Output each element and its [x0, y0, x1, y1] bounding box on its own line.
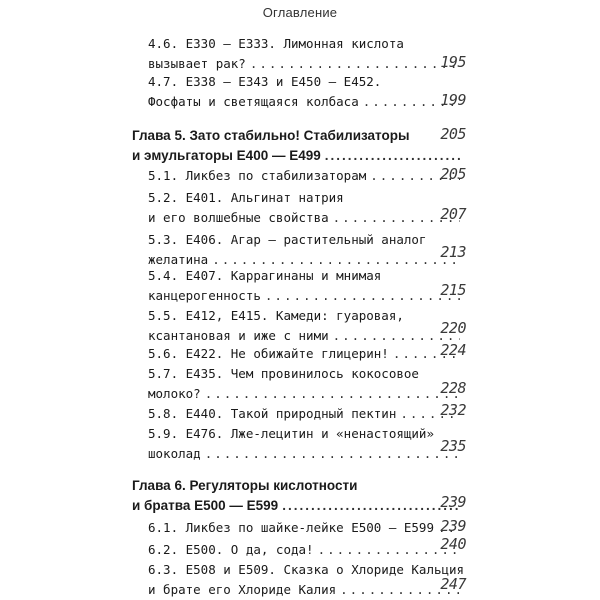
toc-entry-text: 6.2. E500. О да, сода!	[148, 542, 314, 557]
toc-page-number: 228	[440, 379, 466, 397]
dot-leader	[318, 540, 460, 560]
toc-entry-text: молоко?	[148, 386, 201, 401]
toc-page-number: 232	[440, 401, 466, 419]
toc-entry-5-3[interactable]	[148, 230, 466, 270]
toc-entry-5-5[interactable]	[148, 306, 466, 346]
toc-entry-6-1[interactable]	[148, 518, 466, 538]
toc-entry-5-7[interactable]	[148, 364, 466, 404]
toc-entry-text: 5.1. Ликбез по стабилизаторам	[148, 168, 367, 183]
toc-page-number: 213	[440, 243, 466, 261]
toc-entry-text: 5.5. E412, E415. Камеди: гуаровая,	[148, 308, 404, 323]
toc-entry-6-3[interactable]	[148, 560, 466, 600]
toc-page-number: 220	[440, 319, 466, 337]
toc-entry-text: Фосфаты и светящаяся колбаса	[148, 94, 359, 109]
toc-chapter-text: и эмульгаторы E400 — E499	[132, 148, 321, 163]
toc-entry-6-2[interactable]	[148, 535, 466, 560]
toc-entry-text: 5.8. E440. Такой природный пектин	[148, 406, 397, 421]
toc-entry-5-4[interactable]	[148, 266, 466, 306]
toc-entry-5-9[interactable]	[148, 424, 466, 464]
toc-chapter-text: Глава 6. Регуляторы кислотности	[132, 478, 358, 493]
toc-entry-4-6[interactable]	[148, 34, 466, 74]
toc-entry-text: 6.1. Ликбез по шайке-лейке E500 — E599	[148, 520, 434, 535]
toc-entry-text: 5.9. E476. Лже-лецитин и «ненастоящий»	[148, 426, 434, 441]
toc-entry-text: и его волшебные свойства	[148, 210, 329, 225]
toc-entry-5-2[interactable]	[148, 188, 466, 228]
toc-entry-text: канцерогенность	[148, 288, 261, 303]
toc-entry-text: 4.6. E330 — E333. Лимонная кислота	[148, 36, 404, 51]
toc-page-number: 224	[440, 341, 466, 359]
toc-entry-text: 5.2. E401. Альгинат натрия	[148, 190, 344, 205]
toc-entry-5-1[interactable]	[148, 166, 466, 186]
toc-page-number: 239	[440, 517, 466, 535]
toc-entry-text: 5.4. E407. Каррагинаны и мнимая	[148, 268, 382, 283]
dot-leader	[282, 496, 460, 516]
toc-page-number: 195	[440, 53, 466, 71]
toc-entry-text: шоколад	[148, 446, 201, 461]
page-header-title: Оглавление	[262, 5, 338, 20]
dot-leader	[265, 286, 460, 306]
toc-page-number: 239	[440, 493, 466, 511]
toc-entry-5-6[interactable]	[148, 341, 466, 364]
toc-page-number: 235	[440, 437, 466, 455]
dot-leader	[205, 444, 460, 464]
toc-chapter-text: и братва E500 — E599	[132, 498, 279, 513]
toc-entry-text: и брате его Хлориде Калия	[148, 582, 337, 597]
toc-entry-text: вызывает рак?	[148, 56, 246, 71]
toc-page-number: 207	[440, 205, 466, 223]
toc-entry-text: 4.7. E338 — E343 и E450 — E452.	[148, 74, 382, 89]
toc-entry-text: 5.6. E422. Не обижайте глицерин!	[148, 346, 389, 361]
toc-chapter-text: Глава 5. Зато стабильно! Стабилизаторы	[132, 128, 410, 143]
dot-leader	[250, 54, 460, 74]
toc-page-number: 205	[440, 165, 466, 183]
toc-page-number: 247	[440, 575, 466, 593]
toc-page-number: 205	[440, 125, 466, 143]
toc-chapter-5[interactable]	[132, 126, 466, 166]
toc-chapter-6[interactable]	[132, 476, 466, 516]
toc-entry-text: 6.3. E508 и E509. Сказка о Хлориде Кальция	[148, 562, 465, 577]
toc-entry-text: 5.7. E435. Чем провинилось кокосовое	[148, 366, 419, 381]
toc-entry-4-7[interactable]	[148, 72, 466, 112]
toc-entry-text: желатина	[148, 252, 209, 267]
toc-entry-text: 5.3. E406. Агар — растительный аналог	[148, 232, 427, 247]
toc-page-number: 199	[440, 91, 466, 109]
dot-leader	[325, 146, 460, 166]
dot-leader	[205, 384, 460, 404]
toc-page-number: 240	[440, 535, 466, 553]
toc-entry-5-8[interactable]	[148, 401, 466, 424]
toc-page-number: 215	[440, 281, 466, 299]
toc-entry-text: ксантановая и иже с ними	[148, 328, 329, 343]
